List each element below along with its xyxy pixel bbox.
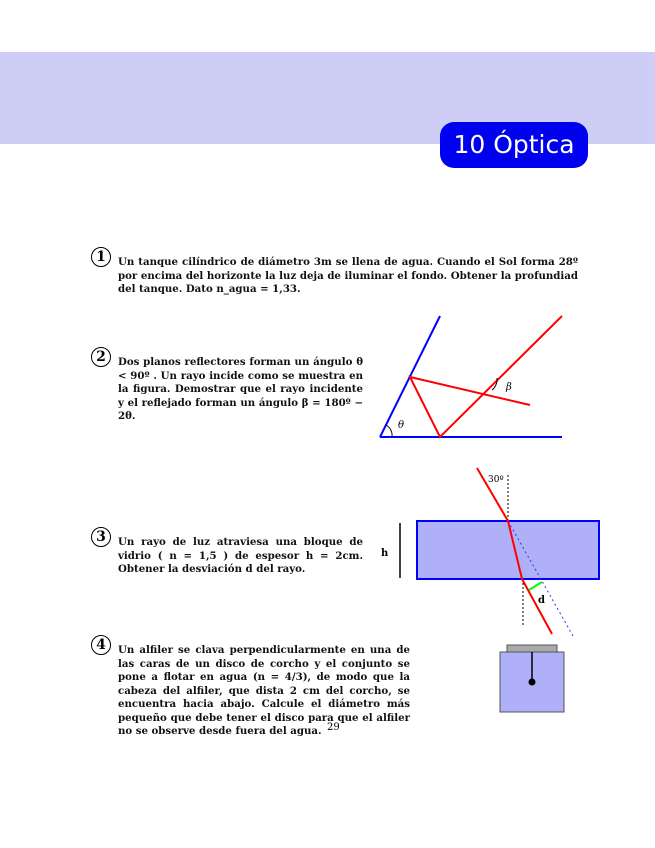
figure-cork — [500, 645, 564, 712]
problem-text: Dos planos reflectores forman un ángulo θ < 90º . Un rayo incide como se muestra en la figura. Demostrar que el rayo incidente y el reflejado forman un ángulo β = 180º − 2θ. — [118, 356, 363, 422]
problem-number: 2 — [91, 347, 111, 367]
problem-text: Un rayo de luz atraviesa una bloque de vidrio ( n = 1,5 ) de espesor h = 2cm. Obtener la desviación d del rayo. — [118, 536, 363, 575]
problem-number: 4 — [91, 635, 111, 655]
d-label: d — [538, 595, 545, 606]
problem-text: Un tanque cilíndrico de diámetro 3m se llena de agua. Cuando el Sol forma 28º por encima del horizonte la luz deja de iluminar el fondo. Obtener la profundiad del tanque. Dato n_agua = 1,33. — [118, 256, 578, 295]
h-label: h — [381, 548, 389, 559]
page-number: 29 — [327, 722, 340, 733]
figure-reflectors — [380, 316, 562, 437]
theta-label: θ — [398, 420, 405, 431]
problem-text: Un alfiler se clava perpendicularmente en una de las caras de un disco de corcho y el conjunto se pone a flotar en agua (n = 4/3), de modo que la cabeza del alfiler, que dista 2 cm del corcho, se encuentra hacia abajo. Calcule el diámetro más pequeño que debe tener el disco para que el alfiler no se observe desde fuera del agua. — [118, 644, 410, 737]
problem-number: 1 — [91, 247, 111, 267]
angle-label: 30º — [488, 475, 504, 485]
beta-label: β — [506, 382, 512, 393]
problem-number: 3 — [91, 527, 111, 547]
chapter-title: 10 Óptica — [440, 122, 588, 168]
figure-glass-block — [381, 468, 599, 636]
